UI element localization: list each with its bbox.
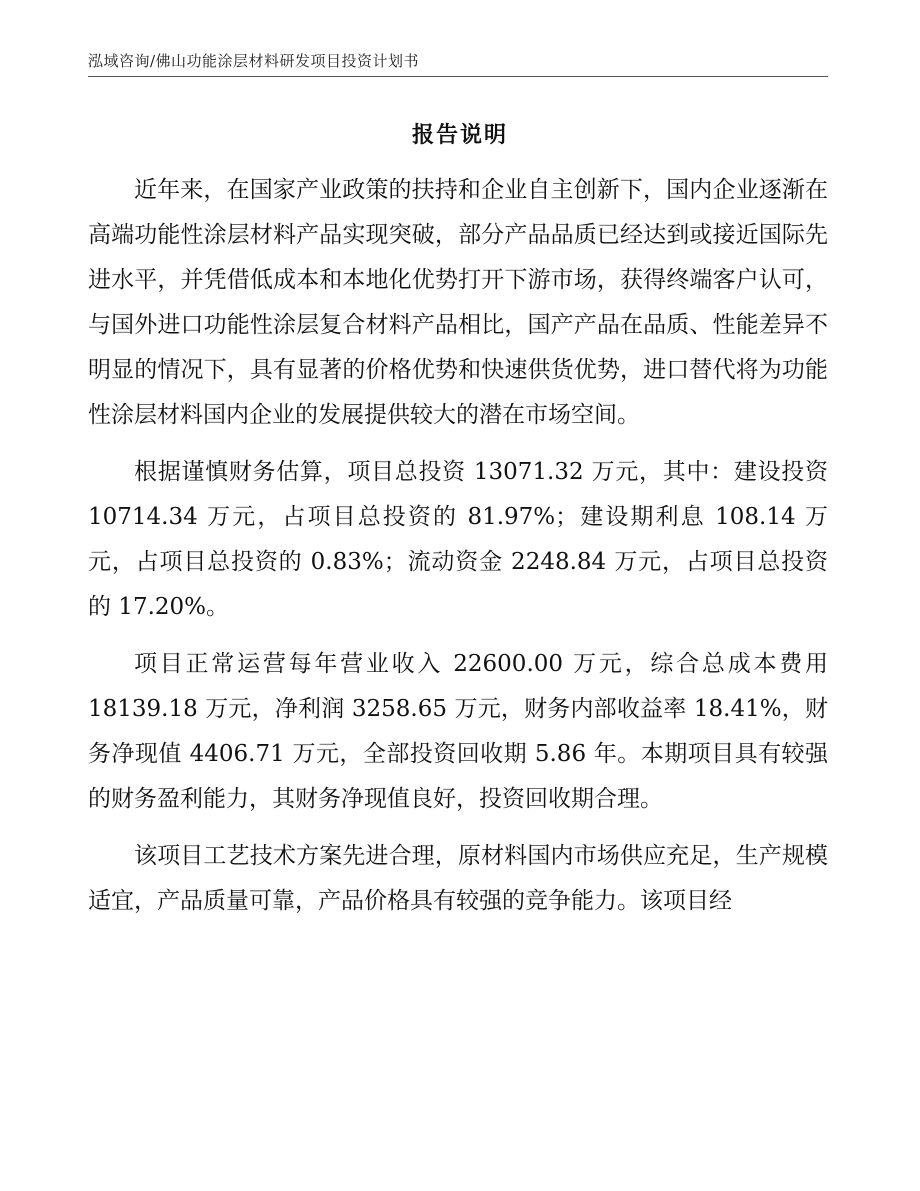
paragraph-financial-returns: 项目正常运营每年营业收入 22600.00 万元，综合总成本费用 18139.18 万元，净利润 3258.65 万元，财务内部收益率 18.41%，财务净现值 4406.71 万元，全部投资回收期 5.86 年。本期项目具有较强的财务盈利能力，其财务净现值良好，投资回收期合理。 [88,651,828,812]
document-body [88,168,828,936]
header-divider [88,76,828,77]
document-title: 报告说明 [411,122,508,148]
paragraph-industry-background: 近年来，在国家产业政策的扶持和企业自主创新下，国内企业逐渐在高端功能性涂层材料产品实现突破，部分产品品质已经达到或接近国际先进水平，并凭借低成本和本地化优势打开下游市场，获得终端客户认可，与国外进口功能性涂层复合材料产品相比，国产产品在品质、性能差异不明显的情况下，具有显著的价格优势和快速供货优势，进口替代将为功能性涂层材料国内企业的发展提供较大的潜在市场空间。 [88,177,828,428]
paragraph-investment-estimate: 根据谨慎财务估算，项目总投资 13071.32 万元，其中：建设投资 10714.34 万元，占项目总投资的 81.97%；建设期利息 108.14 万元，占项目总投资的 0.83%；流动资金 2248.84 万元，占项目总投资的 17.20%。 [88,459,828,620]
paragraph-technical-assessment: 该项目工艺技术方案先进合理，原材料国内市场供应充足，生产规模适宜，产品质量可靠，产品价格具有较强的竞争能力。该项目经 [88,843,828,914]
page-header: 泓域咨询/佛山功能涂层材料研发项目投资计划书 [88,52,420,70]
